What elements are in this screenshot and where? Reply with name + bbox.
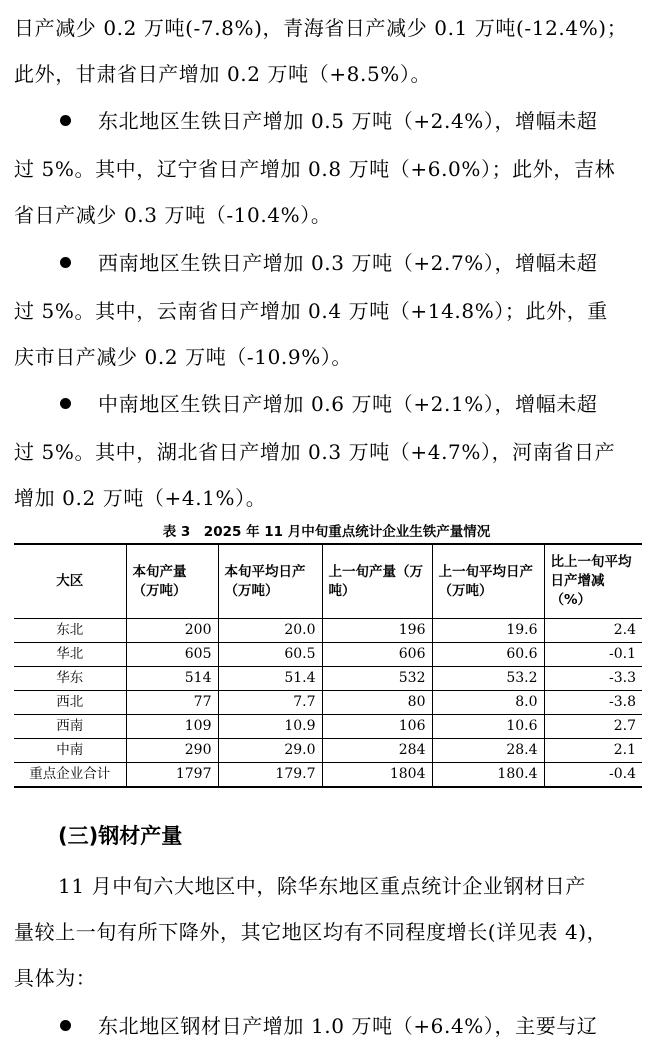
table-row (14, 643, 642, 667)
column-header: 本旬平均日产（万吨） (218, 544, 322, 619)
table-cell: -3.3 (544, 667, 642, 691)
table-cell: 284 (322, 739, 432, 763)
table-cell: 532 (322, 667, 432, 691)
table-cell: 2.7 (544, 715, 642, 739)
paragraph-line: 增加 0.2 万吨（+4.1%）。 (14, 486, 267, 510)
table-cell: 196 (322, 619, 432, 643)
paragraph-line: 东北地区钢材日产增加 1.0 万吨（+6.4%），主要与辽 (98, 1014, 598, 1038)
paragraph-line: 过 5%。其中，云南省日产增加 0.4 万吨（+14.8%）；此外，重 (14, 299, 608, 323)
table-cell: 20.0 (218, 619, 322, 643)
region-cell: 重点企业合计 (14, 763, 126, 788)
bullet-icon (60, 398, 71, 409)
table-cell: 80 (322, 691, 432, 715)
paragraph-line: 东北地区生铁日产增加 0.5 万吨（+2.4%），增幅未超 (98, 109, 598, 133)
table-cell: 53.2 (432, 667, 544, 691)
region-cell: 华东 (14, 667, 126, 691)
table-row (14, 739, 642, 763)
table-cell: 1804 (322, 763, 432, 788)
table-cell: 28.4 (432, 739, 544, 763)
table-cell: 10.6 (432, 715, 544, 739)
table-cell: 109 (126, 715, 218, 739)
region-cell: 东北 (14, 619, 126, 643)
table-cell: 7.7 (218, 691, 322, 715)
table-cell: 51.4 (218, 667, 322, 691)
paragraph-line: 庆市日产减少 0.2 万吨（-10.9%）。 (14, 345, 353, 369)
bullet-icon (60, 257, 71, 268)
table-cell: 19.6 (432, 619, 544, 643)
table-cell: 10.9 (218, 715, 322, 739)
table-cell: 200 (126, 619, 218, 643)
region-cell: 西南 (14, 715, 126, 739)
region-cell: 中南 (14, 739, 126, 763)
table-cell: 180.4 (432, 763, 544, 788)
table-cell: 29.0 (218, 739, 322, 763)
section-heading: (三)钢材产量 (58, 824, 183, 848)
paragraph-line: 过 5%。其中，辽宁省日产增加 0.8 万吨（+6.0%）；此外，吉林 (14, 157, 616, 181)
table-total-row (14, 763, 642, 788)
table-cell: 60.5 (218, 643, 322, 667)
table-row (14, 691, 642, 715)
table-cell: 1797 (126, 763, 218, 788)
table-cell: 605 (126, 643, 218, 667)
paragraph-line: 西南地区生铁日产增加 0.3 万吨（+2.7%），增幅未超 (98, 251, 598, 275)
production-table (14, 543, 642, 788)
bullet-icon (60, 115, 71, 126)
table-row (14, 619, 642, 643)
column-header: 上一旬产量（万吨） (322, 544, 432, 619)
column-header: 大区 (14, 544, 126, 619)
table-caption: 表 3 2025 年 11 月中旬重点统计企业生铁产量情况 (162, 524, 491, 540)
table-cell: 606 (322, 643, 432, 667)
table-cell: -0.4 (544, 763, 642, 788)
table-cell: 60.6 (432, 643, 544, 667)
paragraph-line: 日产减少 0.2 万吨(-7.8%)，青海省日产减少 0.1 万吨(-12.4%)； (14, 16, 628, 40)
table-cell: -3.8 (544, 691, 642, 715)
column-header: 上一旬平均日产（万吨） (432, 544, 544, 619)
table-cell: 290 (126, 739, 218, 763)
table-cell: 514 (126, 667, 218, 691)
table-cell: 8.0 (432, 691, 544, 715)
column-header: 本旬产量（万吨） (126, 544, 218, 619)
table-cell: 77 (126, 691, 218, 715)
paragraph-line: 过 5%。其中，湖北省日产增加 0.3 万吨（+4.7%），河南省日产 (14, 440, 616, 464)
paragraph-line: 量较上一旬有所下降外，其它地区均有不同程度增长(详见表 4)， (14, 920, 608, 944)
table-row (14, 715, 642, 739)
table-cell: 106 (322, 715, 432, 739)
column-header: 比上一旬平均日产增减（%） (544, 544, 642, 619)
region-cell: 西北 (14, 691, 126, 715)
paragraph-line: 具体为： (14, 966, 97, 990)
table-cell: -0.1 (544, 643, 642, 667)
region-cell: 华北 (14, 643, 126, 667)
paragraph-line: 中南地区生铁日产增加 0.6 万吨（+2.1%），增幅未超 (98, 392, 598, 416)
table-header-row (14, 544, 642, 619)
table-row (14, 667, 642, 691)
paragraph-line: 此外，甘肃省日产增加 0.2 万吨（+8.5%）。 (14, 62, 432, 86)
table-cell: 2.4 (544, 619, 642, 643)
table-cell: 2.1 (544, 739, 642, 763)
bullet-icon (60, 1020, 71, 1031)
table-cell: 179.7 (218, 763, 322, 788)
paragraph-line: 省日产减少 0.3 万吨（-10.4%）。 (14, 203, 332, 227)
paragraph-line: 11 月中旬六大地区中，除华东地区重点统计企业钢材日产 (58, 874, 587, 898)
